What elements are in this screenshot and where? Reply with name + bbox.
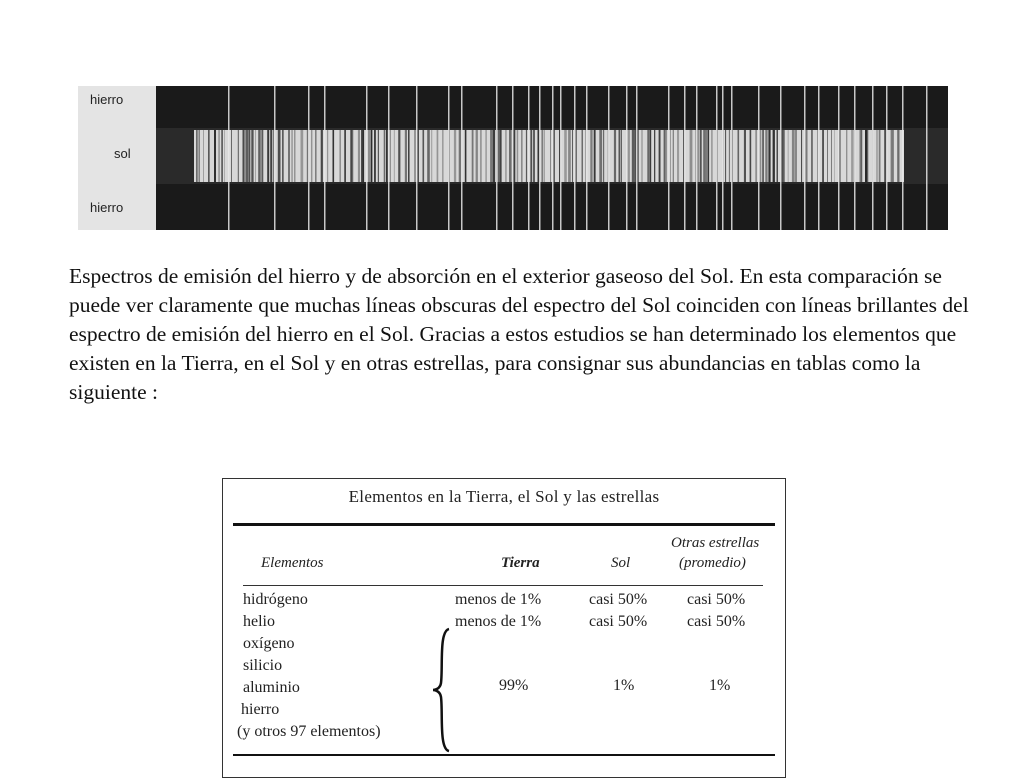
absorption-line [542, 130, 543, 182]
emission-line [780, 86, 782, 230]
label-hierro-bottom: hierro [90, 200, 124, 215]
absorption-line [294, 130, 295, 182]
absorption-line [418, 130, 419, 182]
absorption-line [288, 130, 290, 182]
emission-line [902, 86, 904, 230]
absorption-line [208, 130, 210, 182]
emission-line [586, 86, 588, 230]
absorption-line [792, 130, 794, 182]
absorption-line [738, 130, 740, 182]
absorption-line [480, 130, 482, 182]
absorption-line [744, 130, 746, 182]
absorption-line [638, 130, 639, 182]
absorption-line [431, 130, 432, 182]
absorption-line [603, 130, 604, 182]
row-sol: casi 50% [589, 613, 648, 630]
absorption-line [255, 130, 256, 182]
absorption-line [750, 130, 752, 182]
emission-line [626, 86, 628, 230]
absorption-line [839, 130, 840, 182]
row-otras: casi 50% [687, 613, 746, 630]
row-sol: casi 50% [589, 591, 648, 608]
absorption-line [339, 130, 341, 182]
absorption-line [384, 130, 385, 182]
absorption-line [765, 130, 767, 182]
absorption-line [390, 130, 391, 182]
absorption-line [465, 130, 467, 182]
emission-line [228, 86, 230, 230]
group-element: hierro [241, 701, 280, 718]
row-tierra: menos de 1% [455, 591, 542, 608]
absorption-line [664, 130, 666, 182]
table-title: Elementos en la Tierra, el Sol y las estrellas [348, 487, 660, 506]
group-otras: 1% [709, 677, 731, 694]
spectrum-labels [78, 86, 156, 230]
absorption-line [619, 130, 621, 182]
header-tierra: Tierra [501, 555, 540, 571]
absorption-line [442, 130, 444, 182]
table-top-rule [233, 523, 775, 526]
absorption-line [650, 130, 652, 182]
absorption-line [358, 130, 360, 182]
emission-line [716, 86, 718, 230]
absorption-line [614, 130, 616, 182]
absorption-line [641, 130, 642, 182]
absorption-line [590, 130, 592, 182]
absorption-line [292, 130, 293, 182]
absorption-line [273, 130, 275, 182]
absorption-line [756, 130, 757, 182]
absorption-line [708, 130, 709, 182]
absorption-line [891, 130, 893, 182]
absorption-line [697, 130, 698, 182]
absorption-line [568, 130, 571, 182]
absorption-line [564, 130, 567, 182]
absorption-line [654, 130, 655, 182]
row-element: hidrógeno [243, 591, 308, 608]
emission-line [496, 86, 498, 230]
table-bottom-rule [233, 754, 775, 756]
absorption-line [700, 130, 702, 182]
absorption-line [827, 130, 828, 182]
label-sol: sol [114, 146, 131, 161]
absorption-line [762, 130, 764, 182]
absorption-line [811, 130, 813, 182]
absorption-line [196, 130, 198, 182]
absorption-line [703, 130, 706, 182]
absorption-line [333, 130, 335, 182]
absorption-line [862, 130, 863, 182]
absorption-line [706, 130, 708, 182]
emission-line [528, 86, 530, 230]
absorption-line [822, 130, 824, 182]
emission-line [388, 86, 390, 230]
absorption-line [454, 130, 456, 182]
absorption-line [278, 130, 281, 182]
absorption-line [725, 130, 726, 182]
absorption-line [879, 130, 881, 182]
absorption-line [550, 130, 551, 182]
absorption-line [203, 130, 204, 182]
emission-line [684, 86, 686, 230]
absorption-line [632, 130, 635, 182]
absorption-line [301, 130, 304, 182]
emission-line [758, 86, 760, 230]
spectrum-image [156, 86, 948, 230]
absorption-line [677, 130, 679, 182]
emission-line [574, 86, 576, 230]
absorption-line [533, 130, 535, 182]
absorption-line [522, 130, 523, 182]
emission-line [461, 86, 463, 230]
emission-line [366, 86, 368, 230]
absorption-line [378, 130, 379, 182]
absorption-line [500, 130, 502, 182]
group-element: aluminio [243, 679, 300, 696]
header-elementos: Elementos [261, 555, 324, 571]
absorption-line [834, 130, 835, 182]
emission-line [416, 86, 418, 230]
absorption-line [199, 130, 200, 182]
absorption-line [394, 130, 395, 182]
absorption-line [831, 130, 832, 182]
absorption-line [386, 130, 388, 182]
absorption-line [219, 130, 220, 182]
absorption-line [544, 130, 545, 182]
header-sol: Sol [611, 555, 631, 571]
group-element: oxígeno [243, 635, 295, 652]
absorption-line [553, 130, 554, 182]
absorption-line [224, 130, 225, 182]
absorption-line [493, 130, 495, 182]
absorption-line [267, 130, 269, 182]
absorption-line [251, 130, 253, 182]
absorption-line [509, 130, 512, 182]
emission-line [636, 86, 638, 230]
absorption-line [363, 130, 364, 182]
emission-line [838, 86, 840, 230]
absorption-line [361, 130, 363, 182]
emission-line [512, 86, 514, 230]
absorption-line [690, 130, 693, 182]
absorption-line [773, 130, 775, 182]
absorption-line [374, 130, 376, 182]
emission-line [818, 86, 820, 230]
emission-line [872, 86, 874, 230]
absorption-line [851, 130, 853, 182]
absorption-line [628, 130, 630, 182]
table-header-rule [243, 585, 763, 586]
absorption-line [594, 130, 596, 182]
emission-line [722, 86, 724, 230]
absorption-line [261, 130, 263, 182]
absorption-line [328, 130, 329, 182]
absorption-line [517, 130, 519, 182]
absorption-line [238, 130, 239, 182]
group-brace [431, 627, 455, 753]
absorption-line [794, 130, 797, 182]
absorption-line [245, 130, 248, 182]
absorption-line [768, 130, 770, 182]
row-tierra: menos de 1% [455, 613, 542, 630]
absorption-line [897, 130, 899, 182]
emission-line [926, 86, 928, 230]
row-otras: casi 50% [687, 591, 746, 608]
group-element: silicio [243, 657, 283, 674]
caption-text: Espectros de emisión del hierro y de absorción en el exterior gaseoso del Sol. En esta comparación se puede ver claramente que muchas líneas obscuras del espectro del Sol coinciden con líneas brillantes del espectro de emisión del hierro en el Sol. Gracias a estos estudios se han determinado los elementos que existen en la Tierra, en el Sol y en otras estrellas, para consignar sus abundancias en tablas como la siguiente : [69, 264, 969, 404]
spectrum-figure [78, 86, 948, 230]
absorption-line [490, 130, 493, 182]
absorption-line [371, 130, 373, 182]
absorption-line [476, 130, 478, 182]
absorption-line [582, 130, 583, 182]
absorption-line [599, 130, 602, 182]
emission-line [668, 86, 670, 230]
absorption-line [344, 130, 346, 182]
absorption-line [427, 130, 430, 182]
absorption-line [760, 130, 762, 182]
absorption-line [729, 130, 730, 182]
label-hierro-top: hierro [90, 92, 124, 107]
header-otras-line2: (promedio) [679, 555, 746, 571]
emission-line [731, 86, 733, 230]
abundance-table [222, 478, 786, 778]
absorption-line [788, 130, 789, 182]
absorption-line [214, 130, 216, 182]
emission-line [696, 86, 698, 230]
group-tierra: 99% [499, 677, 529, 694]
absorption-line [398, 130, 400, 182]
emission-line [608, 86, 610, 230]
emission-line [552, 86, 554, 230]
absorption-line [777, 130, 778, 182]
absorption-line [526, 130, 527, 182]
absorption-line [647, 130, 649, 182]
absorption-line [621, 130, 622, 182]
emission-line [324, 86, 326, 230]
absorption-line [282, 130, 284, 182]
absorption-line [893, 130, 894, 182]
absorption-line [877, 130, 878, 182]
header-otras-line1: Otras estrellas [671, 535, 760, 551]
absorption-line [315, 130, 316, 182]
absorption-line [505, 130, 506, 182]
absorption-line [368, 130, 370, 182]
emission-line [886, 86, 888, 230]
emission-line [448, 86, 450, 230]
row-element: helio [243, 613, 275, 630]
absorption-line [670, 130, 671, 182]
absorption-line [415, 130, 416, 182]
emission-line [854, 86, 856, 230]
emission-line [274, 86, 276, 230]
absorption-line [486, 130, 487, 182]
absorption-line [666, 130, 667, 182]
absorption-line [437, 130, 439, 182]
absorption-line [231, 130, 232, 182]
absorption-line [801, 130, 802, 182]
absorption-line [270, 130, 272, 182]
absorption-line [221, 130, 223, 182]
absorption-line [408, 130, 409, 182]
absorption-line [673, 130, 674, 182]
absorption-line [783, 130, 785, 182]
group-element: (y otros 97 elementos) [237, 723, 381, 740]
absorption-line [531, 130, 532, 182]
absorption-line [321, 130, 323, 182]
emission-line [560, 86, 562, 230]
absorption-line [249, 130, 251, 182]
absorption-line [472, 130, 474, 182]
absorption-line [572, 130, 573, 182]
absorption-line [312, 130, 313, 182]
emission-line [804, 86, 806, 230]
absorption-line [846, 130, 847, 182]
absorption-line [423, 130, 425, 182]
absorption-line [712, 130, 713, 182]
absorption-line [352, 130, 353, 182]
emission-line [308, 86, 310, 230]
absorption-line [258, 130, 261, 182]
absorption-line [405, 130, 407, 182]
group-sol: 1% [613, 677, 635, 694]
absorption-line [659, 130, 661, 182]
absorption-line [243, 130, 245, 182]
emission-line [539, 86, 541, 230]
absorption-line [867, 130, 868, 182]
